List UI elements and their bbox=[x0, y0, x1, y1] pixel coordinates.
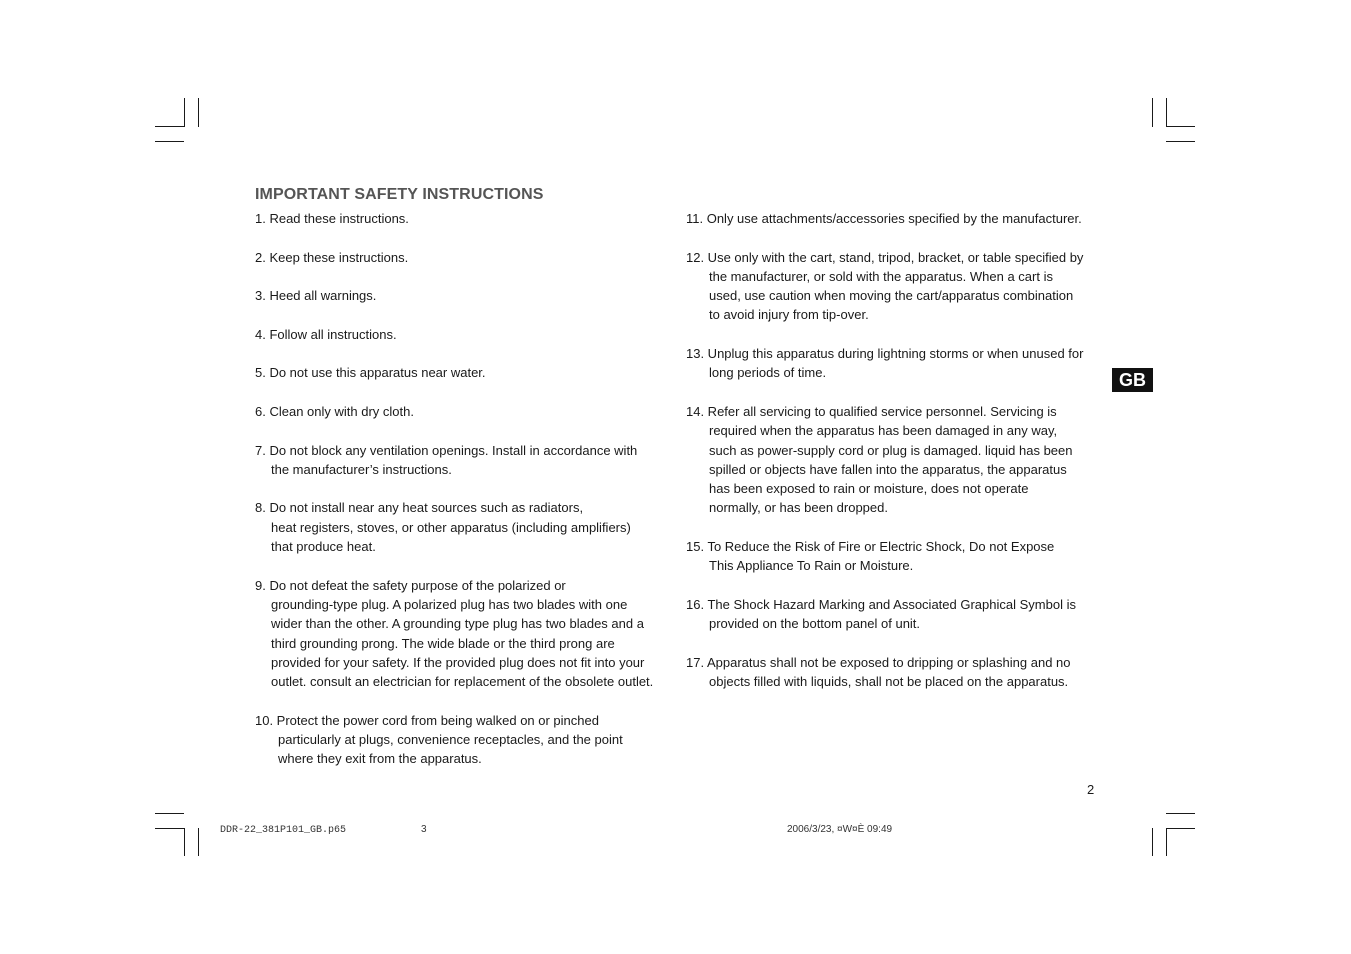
crop-mark bbox=[1166, 141, 1195, 142]
instruction-line: heat registers, stoves, or other apparatus (including amplifiers) bbox=[271, 519, 631, 535]
instruction-item bbox=[686, 653, 1106, 692]
instruction-line: 1. Read these instructions. bbox=[255, 211, 409, 226]
instruction-item bbox=[686, 248, 1106, 325]
crop-mark bbox=[198, 98, 199, 127]
instruction-item bbox=[255, 402, 675, 421]
instruction-line: wider than the other. A grounding type plug has two blades and a bbox=[271, 616, 644, 632]
instruction-line: This Appliance To Rain or Moisture. bbox=[709, 558, 914, 574]
crop-mark bbox=[1166, 828, 1195, 829]
crop-mark bbox=[1152, 98, 1153, 127]
instruction-line: long periods of time. bbox=[709, 365, 827, 381]
instruction-line: where they exit from the apparatus. bbox=[278, 751, 482, 767]
crop-mark bbox=[1166, 98, 1167, 127]
instruction-item bbox=[255, 325, 675, 344]
instruction-line: to avoid injury from tip-over. bbox=[709, 307, 869, 323]
instruction-line: particularly at plugs, convenience receptacles, and the point bbox=[278, 732, 623, 748]
footer-filename: DDR-22_381P101_GB.p65 bbox=[220, 825, 347, 836]
instruction-item bbox=[686, 595, 1106, 634]
language-tab: GB bbox=[1112, 368, 1153, 392]
instruction-line: spilled or objects have fallen into the apparatus, the apparatus bbox=[709, 461, 1067, 477]
footer-page: 3 bbox=[421, 824, 427, 835]
crop-mark bbox=[184, 828, 185, 856]
instruction-line: that produce heat. bbox=[271, 539, 376, 555]
crop-mark bbox=[155, 828, 184, 829]
instruction-item bbox=[255, 286, 675, 305]
instruction-line: provided on the bottom panel of unit. bbox=[709, 616, 921, 632]
instruction-line: 10. Protect the power cord from being walked on or pinched bbox=[255, 712, 599, 728]
crop-mark bbox=[1166, 813, 1195, 814]
instruction-line: 9. Do not defeat the safety purpose of the polarized or bbox=[255, 577, 566, 593]
instruction-line: such as power-supply cord or plug is damaged. liquid has been bbox=[709, 442, 1073, 458]
instruction-item bbox=[255, 711, 675, 769]
instruction-line: 3. Heed all warnings. bbox=[255, 288, 377, 304]
instruction-item bbox=[686, 537, 1106, 576]
instruction-item bbox=[255, 248, 675, 267]
instruction-line: the manufacturer, or sold with the apparatus. When a cart is bbox=[709, 268, 1053, 284]
page-title: IMPORTANT SAFETY INSTRUCTIONS bbox=[255, 186, 544, 203]
instruction-line: third grounding prong. The wide blade or the third prong are bbox=[271, 635, 615, 651]
instruction-item bbox=[255, 441, 675, 480]
instructions-left-column bbox=[255, 209, 675, 788]
instruction-line: 7. Do not block any ventilation openings. Install in accordance with bbox=[255, 442, 638, 458]
instruction-line: 13. Unplug this apparatus during lightning storms or when unused for bbox=[686, 346, 1084, 362]
instruction-line: 14. Refer all servicing to qualified service personnel. Servicing is bbox=[686, 403, 1057, 419]
crop-mark bbox=[1166, 828, 1167, 856]
crop-mark bbox=[155, 126, 184, 127]
instruction-line: the manufacturer’s instructions. bbox=[271, 461, 452, 477]
instruction-item bbox=[686, 402, 1106, 518]
instruction-item bbox=[255, 498, 675, 556]
instruction-item bbox=[686, 209, 1106, 228]
instruction-line: 11. Only use attachments/accessories specified by the manufacturer. bbox=[686, 211, 1082, 226]
instruction-line: required when the apparatus has been damaged in any way, bbox=[709, 423, 1058, 439]
instruction-line: normally, or has been dropped. bbox=[709, 500, 888, 516]
instruction-line: 2. Keep these instructions. bbox=[255, 249, 409, 265]
instruction-item bbox=[255, 576, 675, 692]
instruction-line: 5. Do not use this apparatus near water. bbox=[255, 365, 486, 381]
instruction-line: 16. The Shock Hazard Marking and Associated Graphical Symbol is bbox=[686, 596, 1076, 612]
crop-mark bbox=[184, 98, 185, 127]
instruction-line: 17. Apparatus shall not be exposed to dripping or splashing and no bbox=[686, 654, 1071, 670]
instruction-item bbox=[255, 209, 675, 228]
footer-datetime: 2006/3/23, ¤W¤È 09:49 bbox=[787, 824, 893, 835]
instruction-line: objects filled with liquids, shall not be placed on the apparatus. bbox=[709, 674, 1069, 690]
crop-mark bbox=[198, 828, 199, 856]
instruction-line: 15. To Reduce the Risk of Fire or Electric Shock, Do not Expose bbox=[686, 539, 1055, 555]
instruction-line: outlet. consult an electrician for replacement of the obsolete outlet. bbox=[271, 674, 654, 690]
instructions-right-column bbox=[686, 209, 1106, 711]
instruction-line: has been exposed to rain or moisture, does not operate bbox=[709, 481, 1029, 497]
instruction-item bbox=[686, 344, 1106, 383]
page-number: 2 bbox=[1087, 782, 1095, 797]
instruction-line: provided for your safety. If the provided plug does not fit into your bbox=[271, 654, 645, 670]
crop-mark bbox=[155, 813, 184, 814]
crop-mark bbox=[1152, 828, 1153, 856]
crop-mark bbox=[1166, 126, 1195, 127]
crop-mark bbox=[155, 141, 184, 142]
instruction-item bbox=[255, 363, 675, 382]
instruction-line: grounding-type plug. A polarized plug has two blades with one bbox=[271, 596, 628, 612]
instruction-line: 4. Follow all instructions. bbox=[255, 326, 397, 342]
instruction-line: used, use caution when moving the cart/apparatus combination bbox=[709, 288, 1074, 304]
instruction-line: 8. Do not install near any heat sources such as radiators, bbox=[255, 500, 584, 516]
instruction-line: 12. Use only with the cart, stand, tripod, bracket, or table specified by bbox=[686, 249, 1084, 265]
instruction-line: 6. Clean only with dry cloth. bbox=[255, 403, 414, 419]
